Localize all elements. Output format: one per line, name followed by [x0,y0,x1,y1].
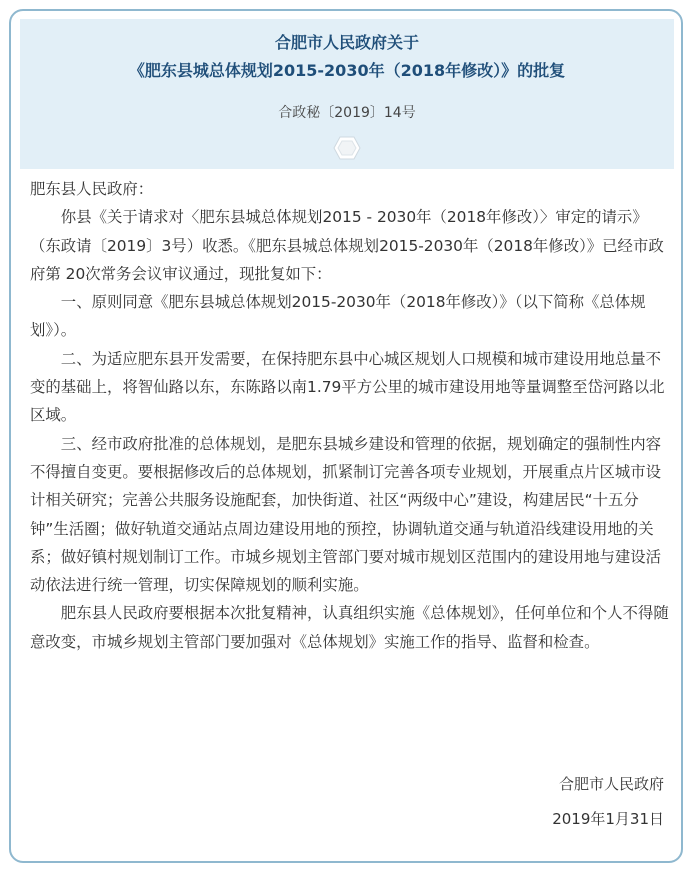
hexagon-icon [333,136,361,160]
paragraph: 二、为适应肥东县开发需要，在保持肥东县中心城区规划人口规模和城市建设用地总量不变的基础上，将智仙路以东，东陈路以南1.79平方公里的城市建设用地等量调整至岱河路以北区域。 [30,349,665,425]
document-body [30,175,670,656]
paragraph: 一、原则同意《肥东县城总体规划2015-2030年（2018年修改）》（以下简称《总体规划》）。 [30,293,646,340]
issue-date: 2019年1月31日 [552,810,664,828]
document-number: 合政秘〔2019〕14号 [278,105,416,121]
title-line-1: 合肥市人民政府关于 [274,33,419,52]
salutation: 肥东县人民政府： [30,180,154,198]
paragraph: 三、经市政府批准的总体规划，是肥东县城乡建设和管理的依据，规划确定的强制性内容不得擅自变更。要根据修改后的总体规划，抓紧制订完善各项专业规划，开展重点片区城市设计相关研究；完善公共服务设施配套，加快街道、社区“两级中心”建设，构建居民“十五分钟”生活圈；做好轨道交通站点周边建设用地的预控，协调轨道交通与轨道沿线建设用地的关系；做好镇村规划制订工作。市城乡规划主管部门要对城市规划区范围内的建设用地与建设活动依法进行统一管理，切实保障规划的顺利实施。 [30,434,662,595]
paragraph: 肥东县人民政府要根据本次批复精神，认真组织实施《总体规划》，任何单位和个人不得随意改变，市城乡规划主管部门要加强对《总体规划》实施工作的指导、监督和检查。 [30,604,669,651]
paragraph: 你县《关于请求对〈肥东县城总体规划2015 - 2030年（2018年修改）〉审定的请示》（东政请〔2019〕3号）收悉。《肥东县城总体规划2015-2030年（2018年修改）》已经市政府第 20次常务会议审议通过，现批复如下： [30,208,664,283]
signature: 合肥市人民政府 [558,775,664,793]
title-line-2: 《肥东县城总体规划2015-2030年（2018年修改）》的批复 [128,61,566,80]
